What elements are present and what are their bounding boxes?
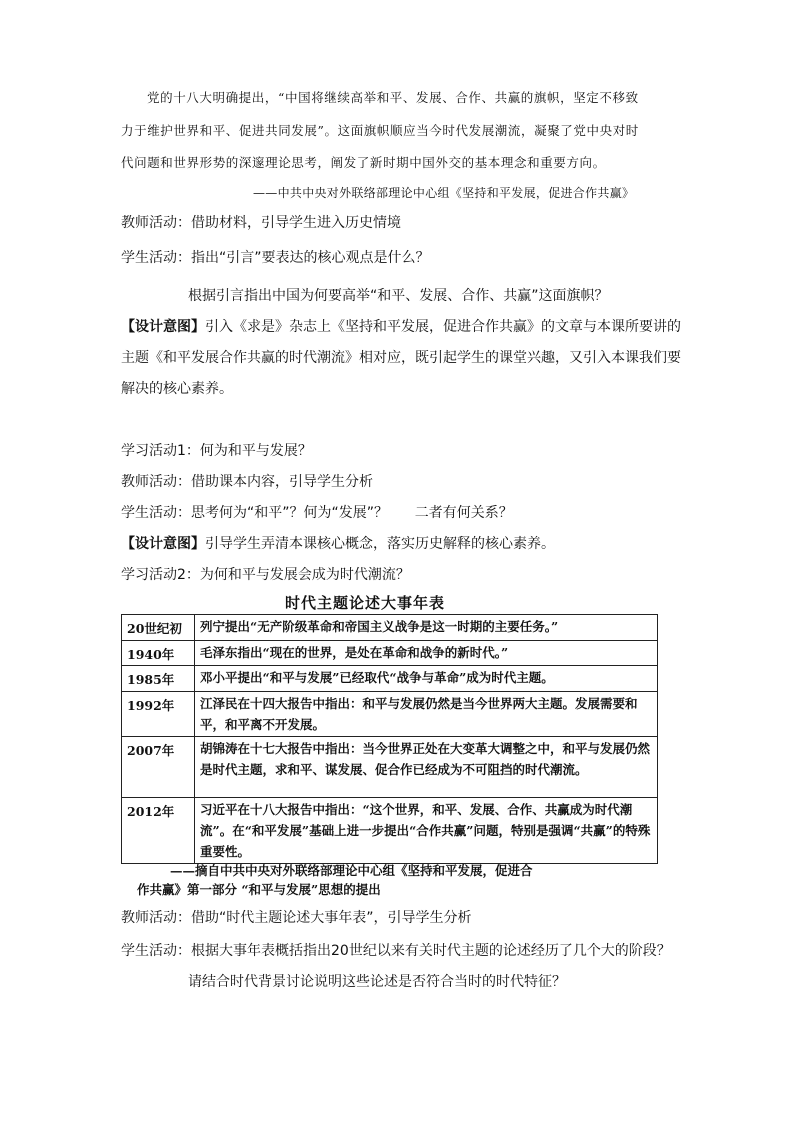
- table-row: [122, 692, 658, 737]
- teacher-activity-2: 教师活动：借助课本内容，引导学生分析: [121, 474, 373, 490]
- student-activity-2: 学生活动：思考何为“和平”？何为“发展”？ 二者有何关系？: [121, 505, 513, 521]
- student-activity-3: 学生活动：根据大事年表概括指出20世纪以来有关时代主题的论述经历了几个大的阶段？: [121, 943, 671, 959]
- teacher-activity-3: 教师活动：借助“时代主题论述大事年表”，引导学生分析: [121, 910, 472, 926]
- design-intent-2: [121, 533, 555, 553]
- quote-line-1: 党的十八大明确提出，“中国将继续高举和平、发展、合作、共赢的旗帜，坚定不移致: [147, 90, 639, 105]
- teacher-activity-1: 教师活动：借助材料，引导学生进入历史情境: [121, 215, 401, 231]
- design-intent-text: 引导学生弄清本课核心概念，落实历史解释的核心素养。: [205, 536, 555, 552]
- table-cell-text: 江泽民在十四大报告中指出：和平与发展仍然是当今世界两大主题。发展需要和平，和平离不开发展。: [195, 692, 658, 737]
- design-intent-1: [121, 316, 681, 336]
- table-cell-year: 20世纪初: [122, 615, 195, 641]
- table-cell-text: 列宁提出“无产阶级革命和帝国主义战争是这一时期的主要任务。”: [195, 615, 658, 641]
- events-table: [121, 614, 658, 864]
- table-cell-text: 胡锦涛在十七大报告中指出：当今世界正处在大变革大调整之中，和平与发展仍然是时代主题，求和平、谋发展、促合作已经成为不可阻挡的时代潮流。: [195, 737, 658, 798]
- table-row: [122, 737, 658, 798]
- table-cell-year: 1940年: [122, 641, 195, 666]
- guiding-question-1: 根据引言指出中国为何要高举“和平、发展、合作、共赢”这面旗帜？: [188, 288, 609, 304]
- table-cell-text: 毛泽东指出“现在的世界，是处在革命和战争的新时代。”: [195, 641, 658, 666]
- table-row: [122, 666, 658, 692]
- table-cell-year: 1992年: [122, 692, 195, 737]
- table-row: [122, 798, 658, 864]
- design-intent-1-line-2: 主题《和平发展合作共赢的时代潮流》相对应，既引起学生的课堂兴趣，又引入本课我们要: [121, 350, 681, 366]
- learning-activity-1: 学习活动1：何为和平与发展？: [121, 443, 312, 459]
- table-cell-text: 习近平在十八大报告中指出：“这个世界，和平、发展、合作、共赢成为时代潮流”。在“和平发展”基础上进一步提出“合作共赢”问题，特别是强调“共赢”的特殊重要性。: [195, 798, 658, 864]
- quote-source: ——中共中央对外联络部理论中心组《坚持和平发展，促进合作共赢》: [253, 186, 635, 200]
- table-row: [122, 641, 658, 666]
- quote-line-2: 力于维护世界和平、促进共同发展”。这面旗帜顺应当今时代发展潮流，凝聚了党中央对时: [121, 123, 639, 138]
- table-title: 时代主题论述大事年表: [285, 594, 446, 612]
- table-source-line-1: ——摘自中共中央对外联络部理论中心组《坚持和平发展，促进合: [170, 863, 533, 878]
- table-cell-text: 邓小平提出“和平与发展”已经取代“战争与革命”成为时代主题。: [195, 666, 658, 692]
- quote-line-3: 代问题和世界形势的深邃理论思考，阐发了新时期中国外交的基本理念和重要方向。: [121, 155, 606, 170]
- table-cell-year: 1985年: [122, 666, 195, 692]
- design-intent-1-line-3: 解决的核心素养。: [121, 381, 233, 397]
- student-activity-1: 学生活动：指出“引言”要表达的核心观点是什么？: [121, 250, 430, 266]
- design-intent-text: 引入《求是》杂志上《坚持和平发展，促进合作共赢》的文章与本课所要讲的: [205, 319, 681, 335]
- guiding-question-3: 请结合时代背景讨论说明这些论述是否符合当时的时代特征？: [188, 974, 566, 990]
- learning-activity-2: 学习活动2：为何和平与发展会成为时代潮流？: [121, 567, 410, 583]
- design-intent-label: 【设计意图】: [121, 319, 205, 335]
- table-cell-year: 2012年: [122, 798, 195, 864]
- design-intent-label: 【设计意图】: [121, 536, 205, 552]
- table-cell-year: 2007年: [122, 737, 195, 798]
- table-source-line-2: 作共赢》第一部分 “和平与发展”思想的提出: [137, 882, 381, 897]
- table-row: [122, 615, 658, 641]
